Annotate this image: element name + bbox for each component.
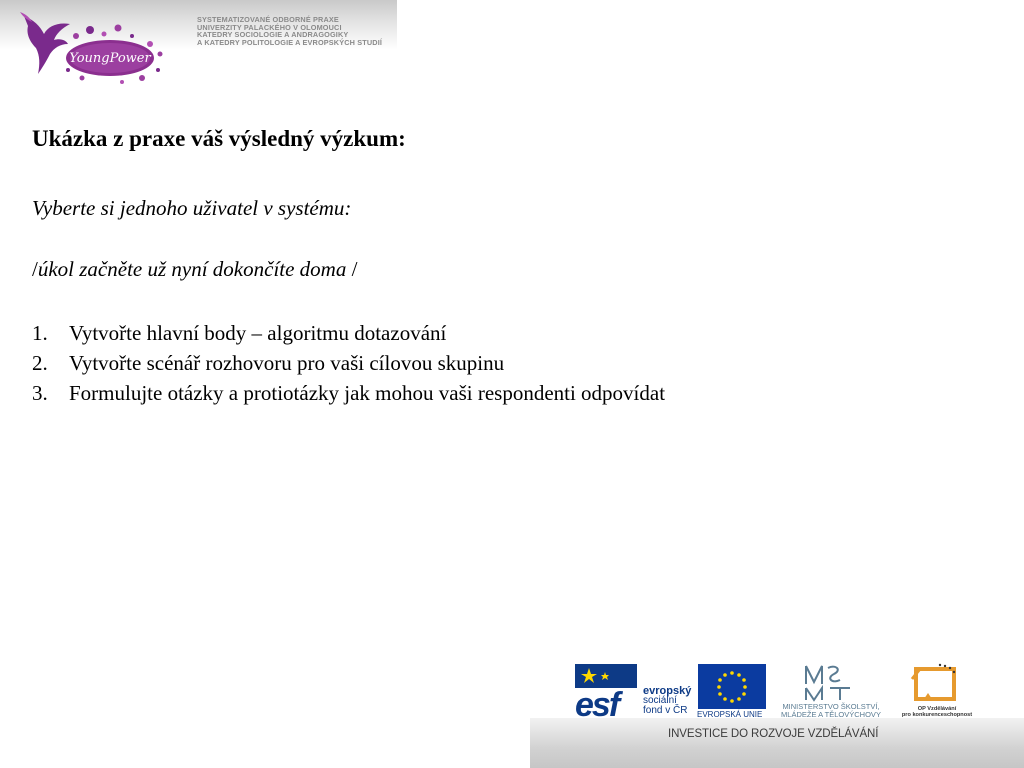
list-item: [32, 348, 665, 378]
slide-title: Ukázka z praxe váš výsledný výzkum:: [32, 126, 406, 151]
task-note: [32, 257, 357, 282]
note-text: úkol začněte už nyní dokončíte doma: [37, 257, 347, 281]
esf-line: evropský: [643, 685, 692, 697]
step-text: Vytvořte hlavní body – algoritmu dotazování: [69, 321, 447, 345]
header-line: SYSTEMATIZOVANÉ ODBORNÉ PRAXE: [197, 15, 339, 24]
esf-line: sociální: [643, 695, 677, 706]
eu-flag-icon: [698, 664, 766, 709]
header-line: UNIVERZITY PALACKÉHO V OLOMOUCI: [197, 22, 342, 32]
op-vzdelavani-logo-icon: [910, 663, 960, 707]
steps-list: [32, 318, 665, 408]
op-label: [892, 706, 982, 719]
step-number: 2.: [32, 351, 48, 375]
esf-line: fond v ČR: [643, 705, 688, 716]
note-close-slash: /: [346, 257, 358, 281]
footer-band: [530, 718, 1024, 768]
msmt-line: MLÁDEŽE A TĚLOVÝCHOVY: [781, 710, 881, 719]
header-line: KATEDRY SOCIOLOGIE A ANDRAGOGIKY: [197, 30, 349, 40]
esf-wordmark: esf: [575, 686, 619, 724]
list-item: [32, 318, 665, 348]
step-number: 1.: [32, 321, 48, 345]
esf-label: [643, 686, 691, 716]
msmt-logo-icon: [802, 662, 858, 702]
header-line: A KATEDRY POLITOLOGIE A EVROPSKÝCH STUDIÍ: [197, 37, 383, 47]
youngpower-logo: [18, 8, 188, 88]
msmt-line: MINISTERSTVO ŠKOLSTVÍ,: [782, 702, 880, 711]
step-number: 3.: [32, 381, 48, 405]
esf-stars-icon: [575, 664, 637, 688]
msmt-label: [772, 703, 890, 719]
op-line: OP Vzdělávání: [917, 706, 957, 712]
header-organization-text: [197, 16, 397, 46]
step-text: Formulujte otázky a protiotázky jak mohou vaši respondenti odpovídat: [69, 381, 666, 405]
logo-wordmark: YoungPower: [69, 51, 151, 66]
op-line: pro konkurenceschopnost: [901, 712, 973, 719]
eu-label: EVROPSKÁ UNIE: [697, 710, 763, 719]
step-text: Vytvořte scénář rozhovoru pro vaši cílovou skupinu: [69, 351, 505, 375]
footer-tagline: INVESTICE DO ROZVOJE VZDĚLÁVÁNÍ: [668, 728, 879, 740]
note-open-slash: /: [32, 257, 38, 281]
list-item: [32, 378, 665, 408]
slide-subtitle: Vyberte si jednoho uživatel v systému:: [32, 196, 352, 220]
